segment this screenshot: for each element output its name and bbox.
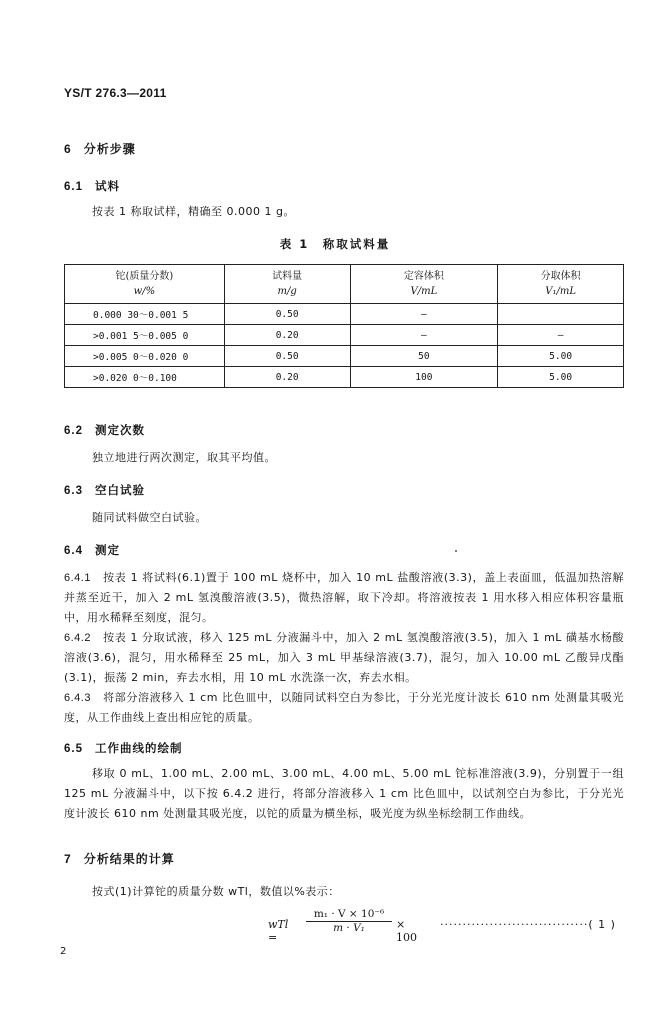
table-cell: >0.020 0～0.100 (65, 367, 225, 388)
col-header-aliquot-volume: 分取体积 V₁/mL (498, 265, 624, 304)
table-cell: — (350, 304, 498, 325)
formula-denominator: m · V₁ (333, 922, 365, 934)
clause-text: 按表 1 分取试液，移入 125 mL 分液漏斗中，加入 2 mL 氢溴酸溶液(3.5)，加入 1 mL 磺基水杨酸溶液(3.6)，混匀，用水稀释至 25 mL，加入 3 mL 甲基绿溶液(3.7)，混匀，加入 10.00 mL 乙酸异戊酯(3.1)，振荡 2 min，弃去水相，用 10 mL 水洗涤一次，弃去水相。 (64, 631, 624, 684)
section-6-2-heading (64, 422, 145, 438)
section-number: 6.1 (64, 181, 83, 193)
clause-text: 将部分溶液移入 1 cm 比色皿中，以随同试料空白为参比，于分光光度计波长 610 nm 处测量其吸光度，从工作曲线上查出相应铊的质量。 (64, 691, 624, 724)
section-title: 测定 (95, 543, 120, 557)
section-6-5-heading (64, 740, 183, 756)
formula-numerator: m₁ · V × 10⁻⁶ (306, 908, 392, 922)
table-cell: — (350, 325, 498, 346)
table-row (65, 325, 624, 346)
section-number: 6.5 (64, 743, 83, 755)
formula-fraction (306, 908, 392, 934)
equation-number: ·································( 1 ) (440, 918, 616, 931)
section-title: 分析步骤 (83, 142, 136, 156)
table-cell: 0.50 (224, 304, 350, 325)
scan-speck (455, 550, 457, 552)
table-row (65, 304, 624, 325)
table-cell: 0.20 (224, 325, 350, 346)
section-6-4-1-text (64, 568, 624, 628)
table-cell: 50 (350, 346, 498, 367)
section-6-3-heading (64, 482, 145, 498)
clause-number: 6.4.2 (64, 632, 91, 644)
table-cell: >0.005 0～0.020 0 (65, 346, 225, 367)
table-cell: 100 (350, 367, 498, 388)
col-header-sample-mass: 试料量 m/g (224, 265, 350, 304)
table-1-caption: 表 1 称取试料量 (279, 237, 391, 251)
table-row (65, 346, 624, 367)
col-header-thallium-fraction: 铊(质量分数) w/% (65, 265, 225, 304)
section-title: 空白试验 (95, 483, 145, 497)
table-1 (64, 264, 624, 388)
section-7-heading (64, 850, 175, 867)
table-cell (498, 304, 624, 325)
formula-rhs: × 100 (396, 918, 417, 944)
section-7-text: 按式(1)计算铊的质量分数 wTl，数值以%表示： (92, 885, 340, 898)
section-6-2-text: 独立地进行两次测定，取其平均值。 (92, 451, 276, 464)
table-cell: 5.00 (498, 346, 624, 367)
section-number: 6.2 (64, 425, 83, 437)
clause-number: 6.4.3 (64, 692, 91, 704)
section-number: 6.4 (64, 545, 83, 557)
section-number: 6 (64, 142, 72, 156)
section-6-1-text: 按表 1 称取试样，精确至 0.000 1 g。 (92, 205, 295, 218)
standard-number-header: YS/T 276.3—2011 (64, 86, 167, 100)
table-cell: 0.20 (224, 367, 350, 388)
formula-lhs: wTl = (268, 918, 289, 944)
section-6-3-text: 随同试料做空白试验。 (92, 511, 207, 524)
section-6-1-heading (64, 178, 120, 194)
table-cell: 5.00 (498, 367, 624, 388)
col-header-constant-volume: 定容体积 V/mL (350, 265, 498, 304)
table-cell: 0.50 (224, 346, 350, 367)
section-6-4-3-text (64, 688, 624, 728)
clause-number: 6.4.1 (64, 572, 91, 584)
section-6-5-text: 移取 0 mL、1.00 mL、2.00 mL、3.00 mL、4.00 mL、5.00 mL 铊标准溶液(3.9)，分别置于一组 125 mL 分液漏斗中，以下按 6.4.2 进行，将部分溶液移入 1 cm 比色皿中，以试剂空白为参比，于分光光度计波长 610 nm 处测量其吸光度，以铊的质量为横坐标，吸光度为纵坐标绘制工作曲线。 (64, 767, 624, 820)
table-row (65, 367, 624, 388)
page-number: 2 (60, 946, 67, 957)
section-6-heading (64, 140, 136, 157)
table-cell: — (498, 325, 624, 346)
section-number: 7 (64, 852, 72, 866)
section-title: 分析结果的计算 (83, 852, 175, 866)
section-6-4-heading (64, 542, 120, 558)
table-header-row (65, 265, 624, 304)
section-title: 工作曲线的绘制 (95, 741, 183, 755)
table-cell: >0.001 5～0.005 0 (65, 325, 225, 346)
table-cell: 0.000 30～0.001 5 (65, 304, 225, 325)
section-title: 试料 (95, 179, 120, 193)
section-title: 测定次数 (95, 423, 145, 437)
section-6-4-2-text (64, 628, 624, 688)
clause-text: 按表 1 将试料(6.1)置于 100 mL 烧杯中，加入 10 mL 盐酸溶液(3.3)，盖上表面皿，低温加热溶解并蒸至近干，加入 2 mL 氢溴酸溶液(3.5)，微热溶解，取下冷却。将溶液按表 1 用水移入相应体积容量瓶中，用水稀释至刻度，混匀。 (64, 571, 624, 624)
section-number: 6.3 (64, 485, 83, 497)
